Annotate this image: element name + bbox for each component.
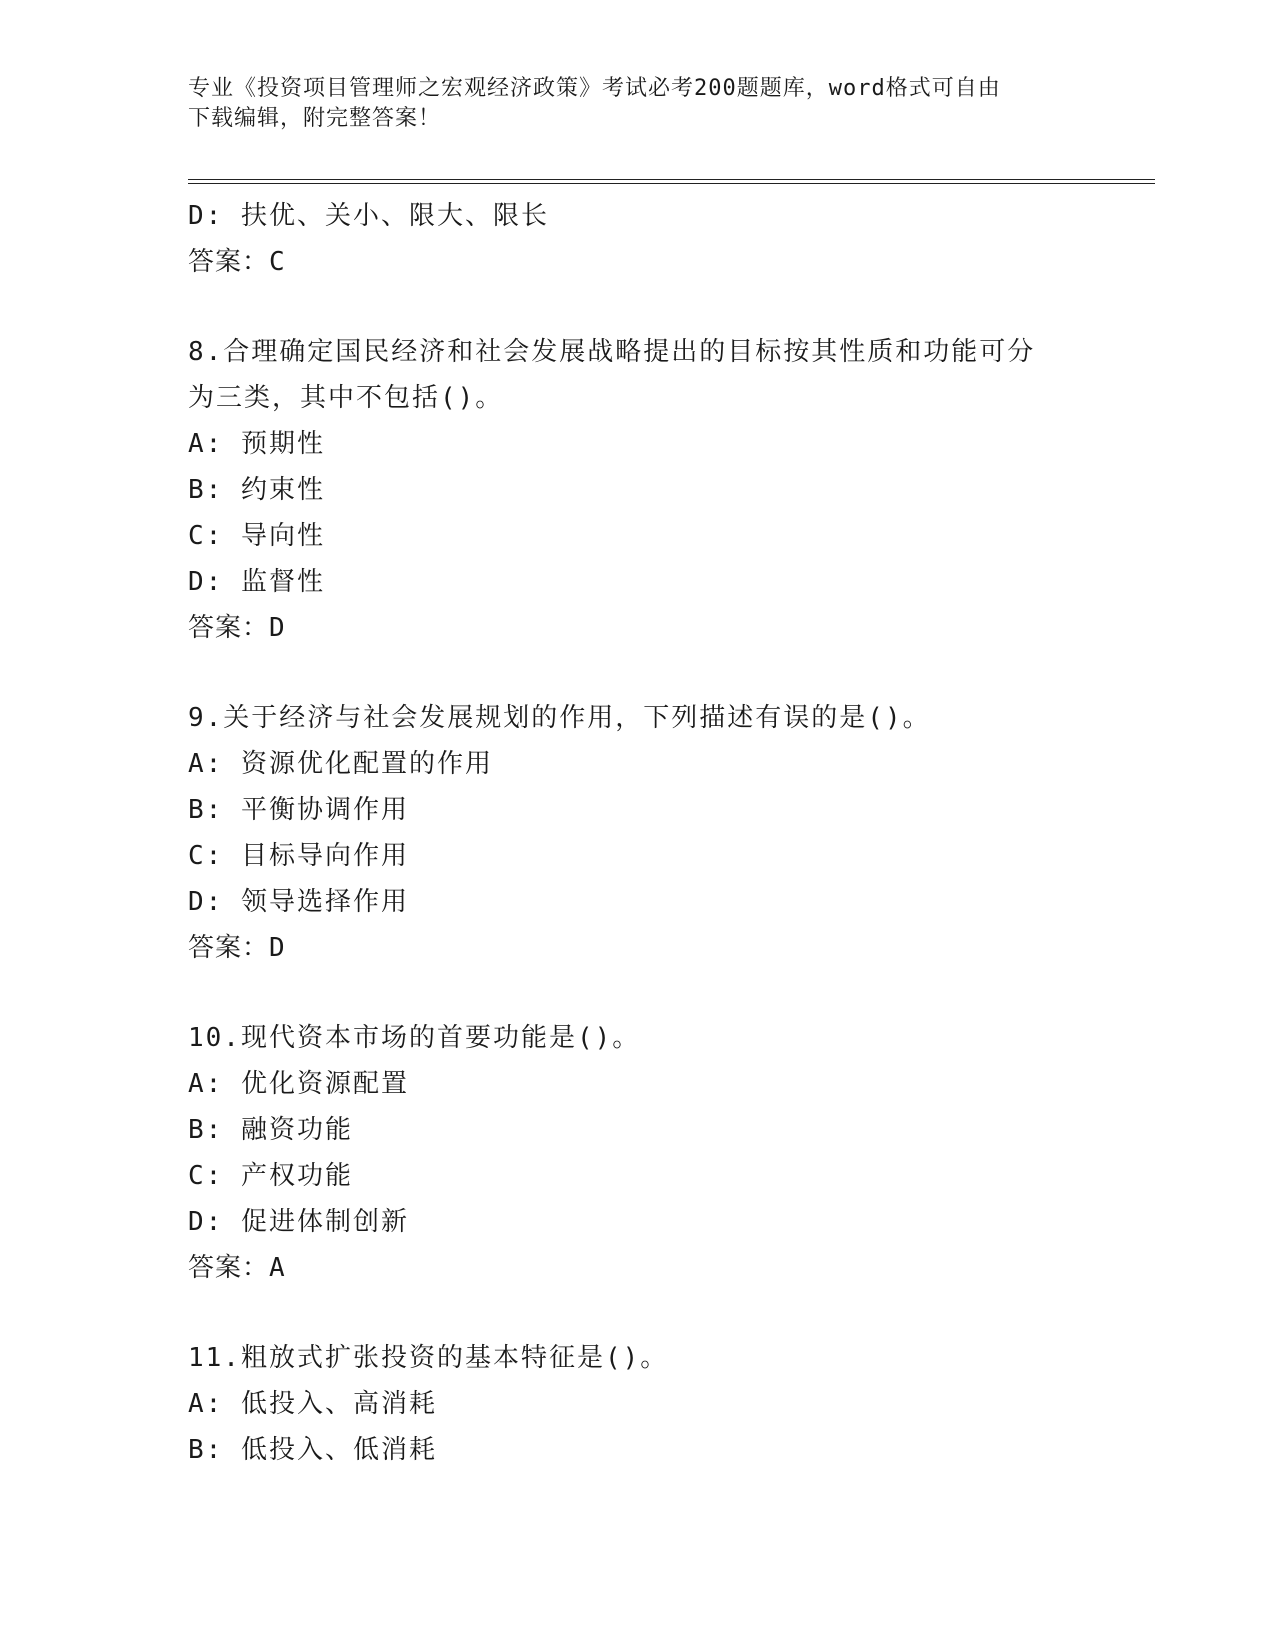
option-c: C: 目标导向作用 [188,841,409,871]
option-a: A: 预期性 [188,429,325,459]
question-stem: 11.粗放式扩张投资的基本特征是()。 [188,1343,669,1373]
document-header [188,74,1088,134]
question-content [188,193,1088,1473]
answer: 答案：D [188,933,286,963]
option-c: C: 产权功能 [188,1161,353,1191]
header-divider [188,179,1155,184]
option-a: A: 优化资源配置 [188,1069,409,1099]
option-d: D: 促进体制创新 [188,1207,409,1237]
option-b: B: 低投入、低消耗 [188,1435,437,1465]
answer: 答案：D [188,613,286,643]
header-line-2: 下载编辑，附完整答案！ [188,106,442,131]
question-stem-continued: 为三类，其中不包括()。 [188,383,504,413]
option-d: D: 领导选择作用 [188,887,409,917]
answer: 答案：C [188,247,286,277]
option-b: B: 约束性 [188,475,325,505]
option-b: B: 融资功能 [188,1115,353,1145]
option-a: A: 资源优化配置的作用 [188,749,493,779]
option-d: D: 监督性 [188,567,325,597]
question-stem: 9.关于经济与社会发展规划的作用，下列描述有误的是()。 [188,703,931,733]
question-block [188,1335,1088,1473]
answer: 答案：A [188,1253,286,1283]
option-d: D: 扶优、关小、限大、限长 [188,201,549,231]
option-b: B: 平衡协调作用 [188,795,409,825]
question-stem: 8.合理确定国民经济和社会发展战略提出的目标按其性质和功能可分 [188,337,1036,367]
option-c: C: 导向性 [188,521,325,551]
question-block [188,695,1088,971]
option-a: A: 低投入、高消耗 [188,1389,437,1419]
question-block [188,1015,1088,1291]
question-block [188,329,1088,651]
header-line-1: 专业《投资项目管理师之宏观经济政策》考试必考200题题库，word格式可自由 [188,76,1001,101]
question-stem: 10.现代资本市场的首要功能是()。 [188,1023,641,1053]
